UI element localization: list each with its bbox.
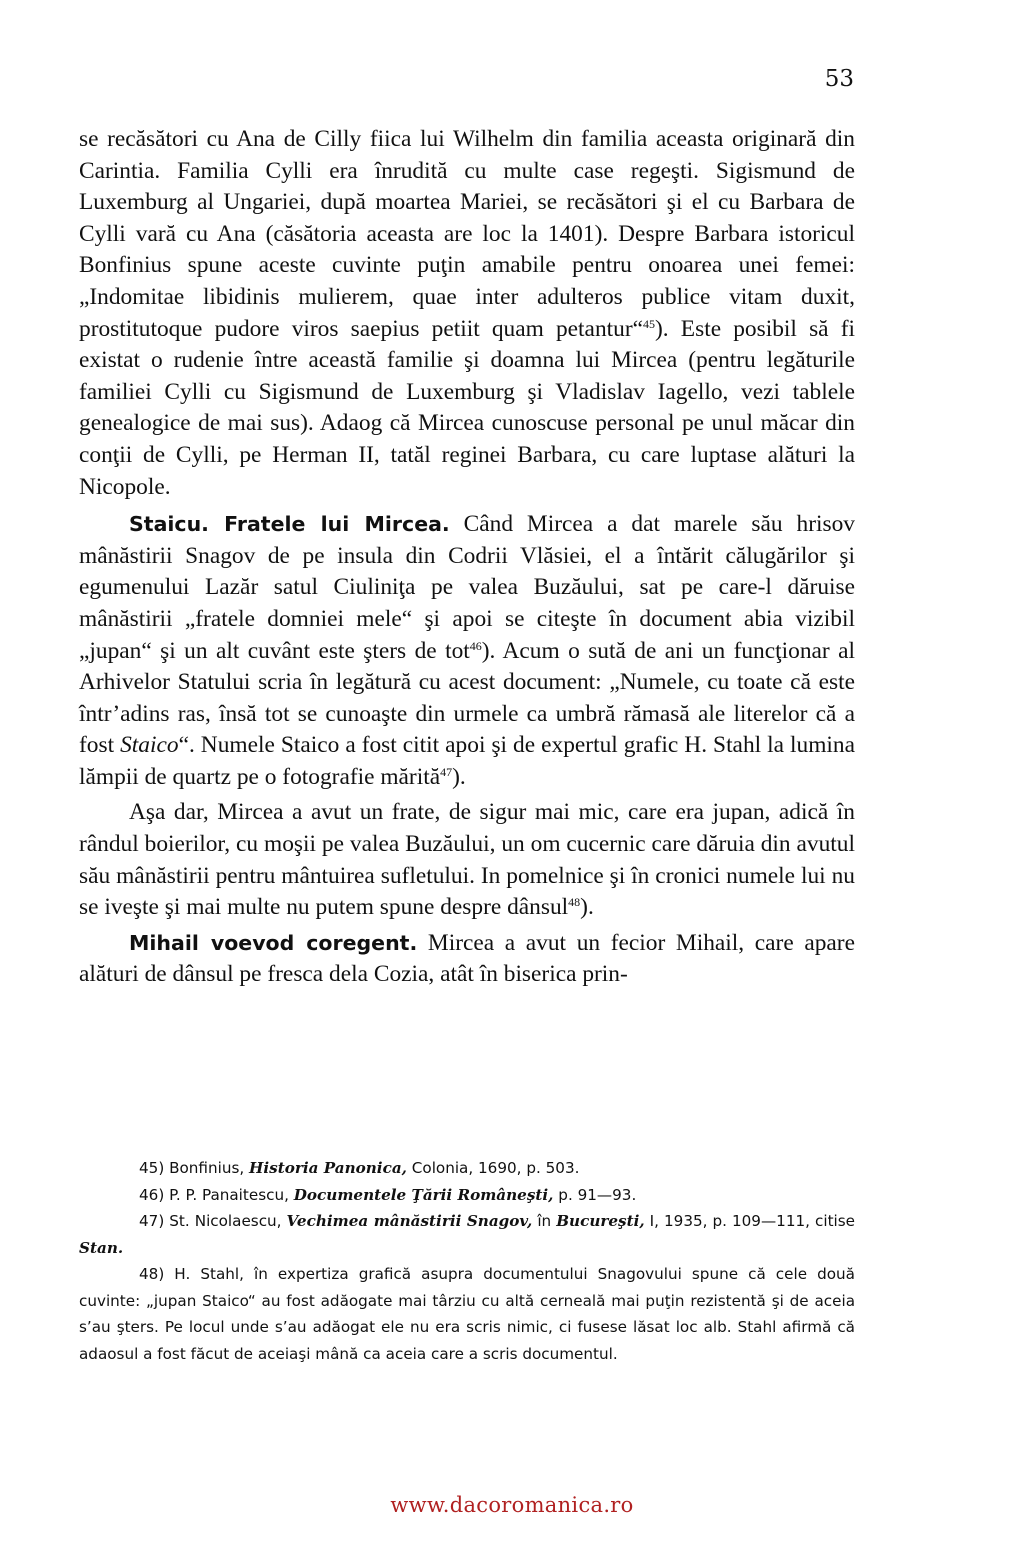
section-heading: Mihail voevod coregent. bbox=[129, 930, 418, 955]
paragraph: Mihail voevod coregent. Mircea a avut un fecior Mihail, care apare alături de dânsul pe fresca dela Cozia, atât în biserica prin- bbox=[79, 929, 855, 988]
footnote-ref[interactable]: 46 bbox=[469, 638, 482, 653]
footnote-45: 45) Bonfinius, Historia Panonica, Colonia, 1690, p. 503. bbox=[139, 1159, 580, 1177]
footnotes bbox=[79, 1155, 855, 1367]
paragraph: se recăsători cu Ana de Cilly fiica lui Wilhelm din familia aceasta originară din Carintia. Familia Cylli era înrudită cu multe case regeşti. Sigismund de Luxemburg al Ungariei, după moartea Mariei, se recăsători şi el cu Barbara de Cylli vară cu Ana (căsătoria aceasta are loc la 1401). Despre Barbara istoricul Bonfinius spune aceste cuvinte puţin amabile pentru onoarea unei femei: „Indomitae libidinis mulierem, quae inter adulteros publice vitam duxit, prostitutoque pudore viros saepius petiit quam petantur“$^{45}$). Este posibil să fi existat o rudenie între această familie şi doamna lui Mircea (pentru legăturile familiei Cylli cu Sigismund de Luxemburg şi Vladislav Iagello, vezi tablele genealogice de mai sus). Adaog că Mircea cunoscuse personal pe unul măcar din conţii de Cylli, pe Herman II, tatăl reginei Barbara, cu care luptase alături la Nicopole. bbox=[79, 126, 855, 500]
footnote-ref[interactable]: 47 bbox=[440, 764, 453, 779]
italic-name: Staico bbox=[120, 732, 179, 759]
watermark-link[interactable]: www.dacoromanica.ro bbox=[390, 1493, 634, 1517]
footnote-48: 48) H. Stahl, în expertiza grafică asupra documentului Snagovului spune că cele două cuvinte: „jupan Staico“ au fost adăogate mai târziu cu altă cerneală mai puţin rezistentă şi de aceia s’au şters. Pe locul unde s’au adăogat ele nu era scris nimic, ci fusese lăsat loc alb. Stahl afirmă că adaosul a fost făcut de aceiaşi mână ca aceia care a scris documentul. bbox=[79, 1265, 855, 1363]
paragraph: Aşa dar, Mircea a avut un frate, de sigur mai mic, care era jupan, adică în rândul boierilor, cu moşii pe valea Buzăului, un om cucernic care dăruia din avutul său mânăstirii pentru mântuirea sufletului. In pomelnice şi în cronici numele lui nu se iveşte şi mai multe nu putem spune despre dânsul$^{48}$). bbox=[79, 799, 855, 921]
footnote-47: 47) St. Nicolaescu, Vechimea mânăstirii Snagov, în Bucureşti, I, 1935, p. 109—111, citise Stan. bbox=[79, 1212, 855, 1257]
section-heading: Staicu. Fratele lui Mircea. bbox=[129, 512, 450, 537]
body-text bbox=[79, 124, 855, 991]
paragraph: Staicu. Fratele lui Mircea. Când Mircea a dat marele său hrisov mânăstirii Snagov de pe insula din Codrii Vlăsiei, el a întărit călugărilor şi egumenului Lazăr satul Ciuliniţa pe valea Buzăului, sat pe care-l dăruise mânăstirii „fratele domniei mele“ şi apoi se citeşte în document abia vizibil „jupan“ şi un alt cuvânt este şters de tot$^{46}$). Acum o sută de ani un funcţionar al Arhivelor Statului scria în legătură cu acest document: „Numele, cu toate că este într’adins ras, însă tot se cunoaşte din urmele ca umbră rămasă ale literelor că a fost Staico“. Numele Staico a fost citit apoi şi de expertul grafic H. Stahl la lumina lămpii de quartz pe o fotografie mărită$^{47}$). bbox=[79, 511, 856, 790]
footnote-ref[interactable]: 48 bbox=[568, 895, 581, 910]
footnote-ref[interactable]: 45 bbox=[643, 316, 656, 331]
footnote-46: 46) P. P. Panaitescu, Documentele Ţării Româneşti, p. 91—93. bbox=[139, 1185, 637, 1204]
page-number: 53 bbox=[824, 66, 854, 92]
